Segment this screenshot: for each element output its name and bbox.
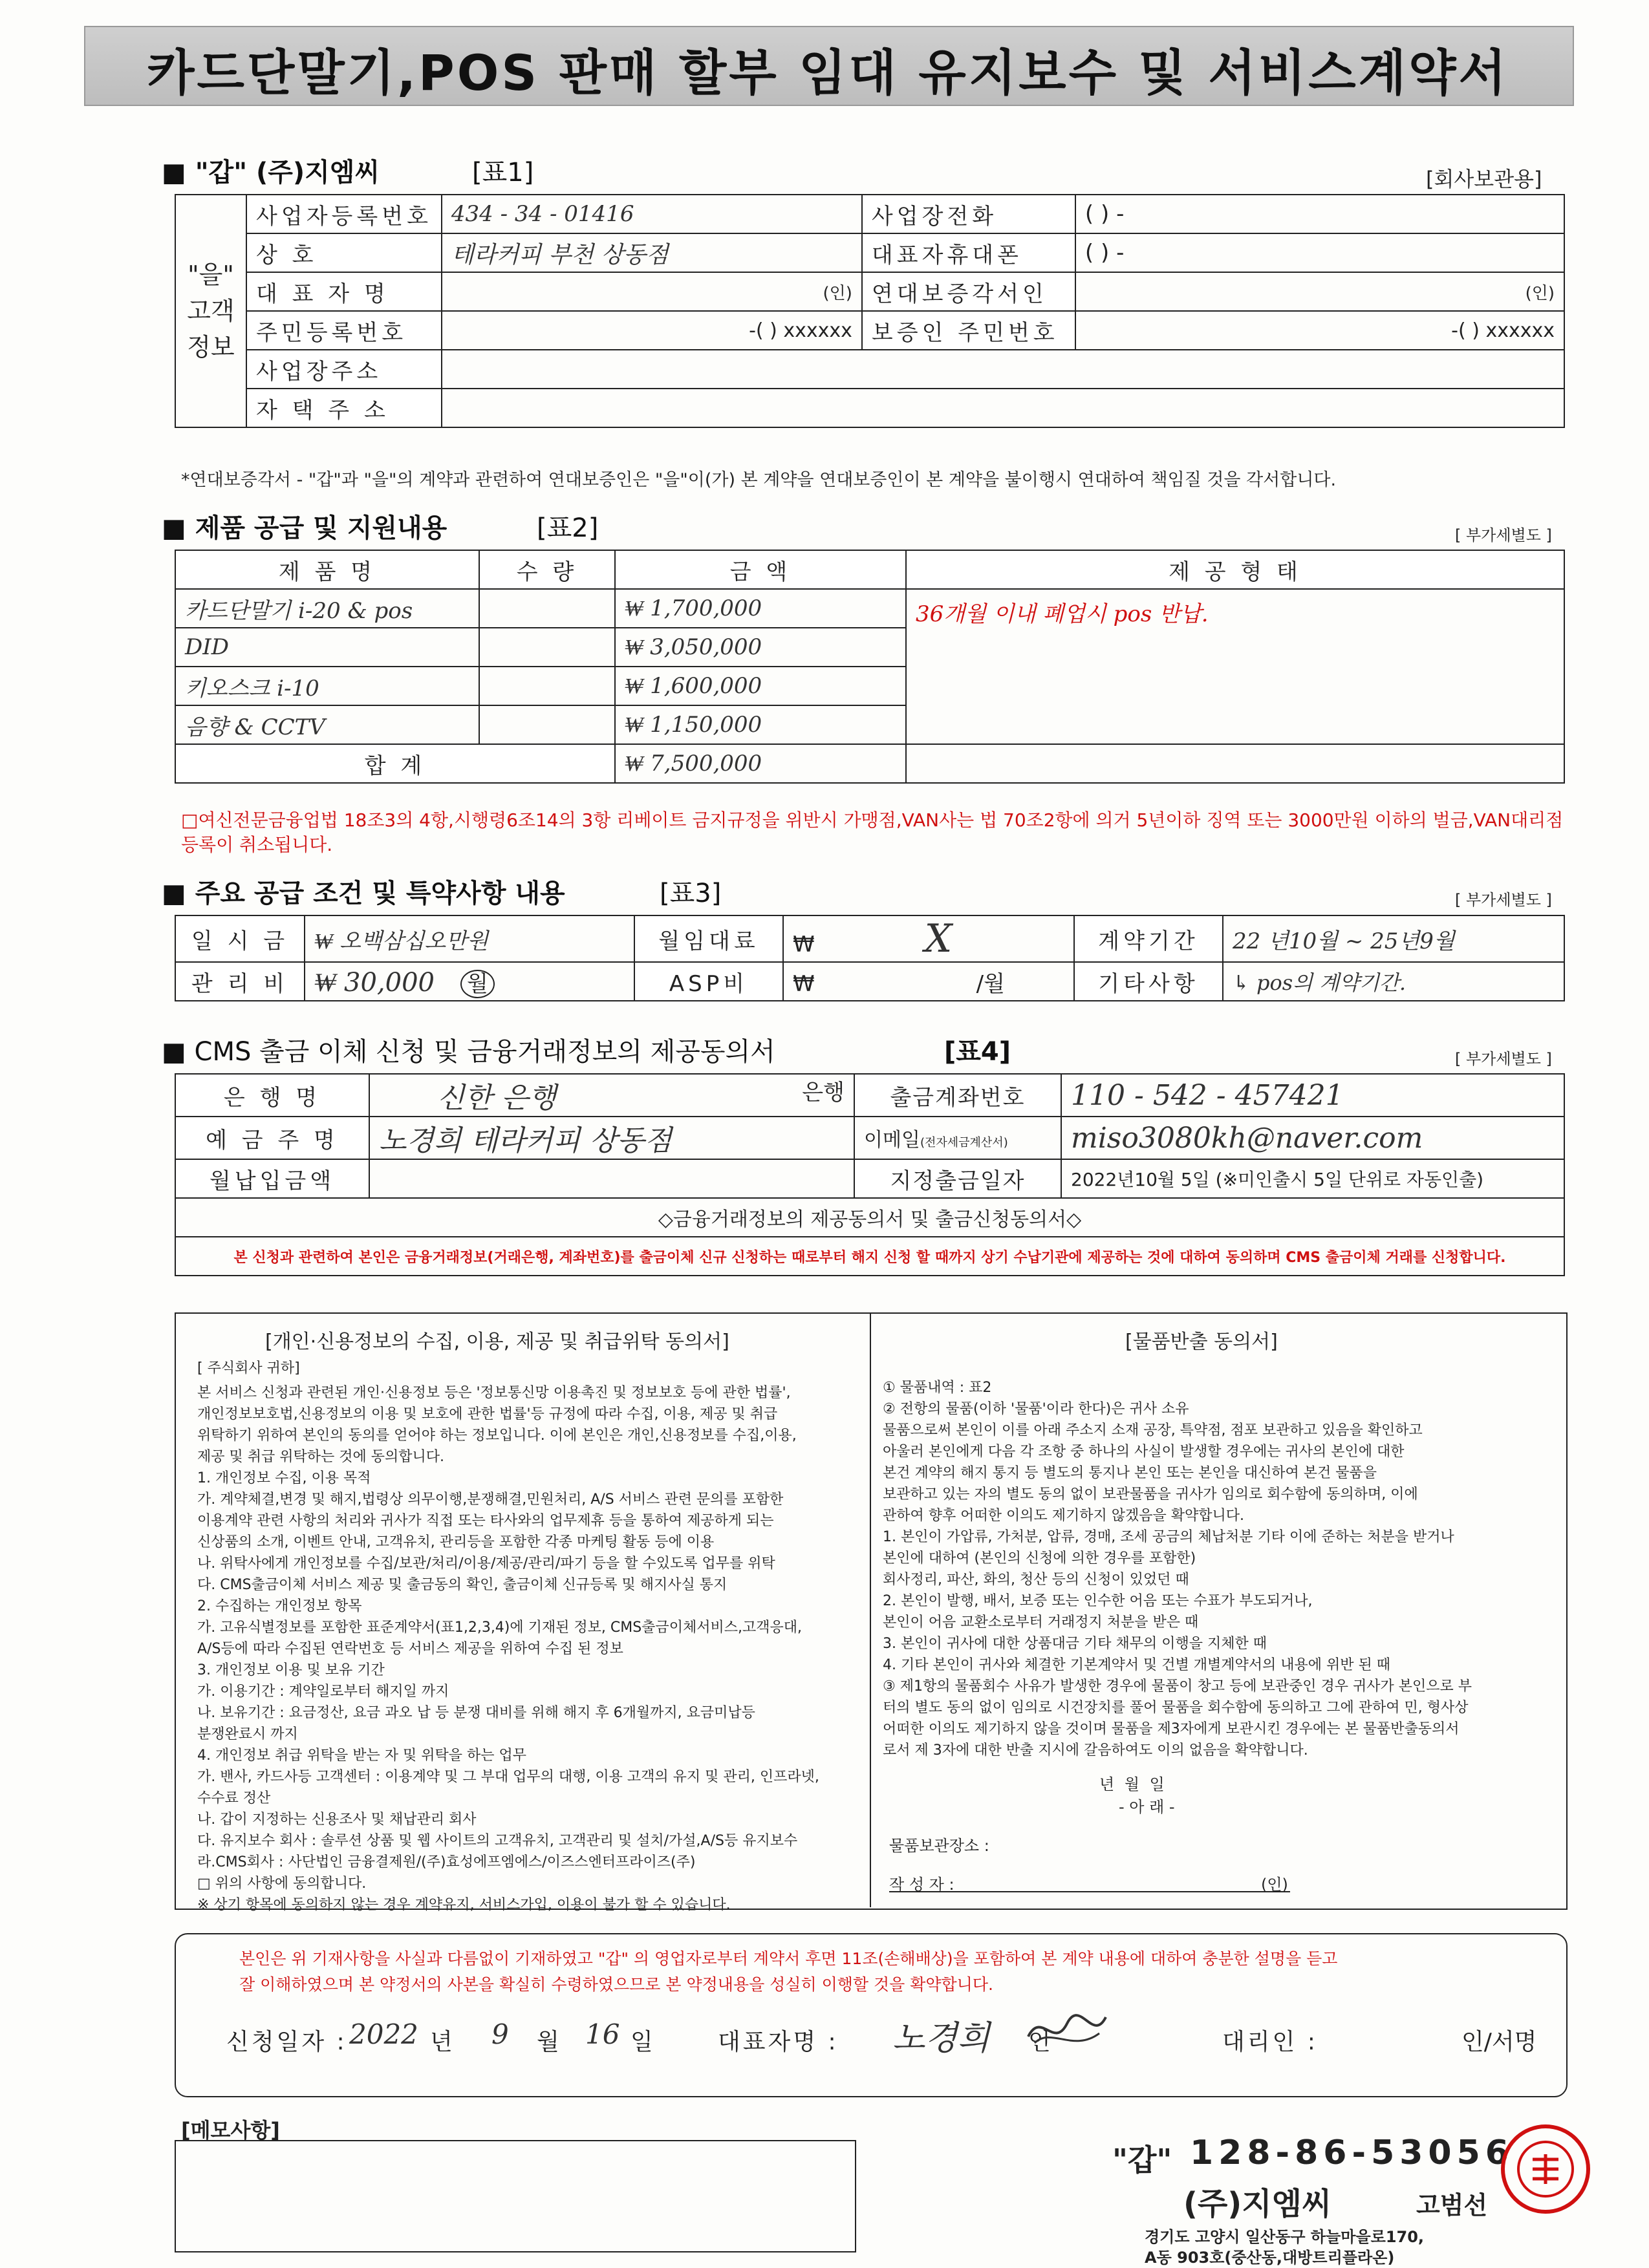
goods-line: 터의 별도 동의 없이 임의로 시건장치를 풀어 물품을 회수함에 동의하고 그에 관하여 민, 형사상	[883, 1700, 1469, 1716]
consent-text: 본 신청과 관련하여 본인은 금융거래정보(거래은행, 계좌번호)를 출금이체 신규 신청하는 때로부터 해지 신청 할 때까지 상기 수납기관에 제공하는 것에 대하여 동의하며 CMS 출금이체 거래를 신청합니다.	[175, 1237, 1564, 1276]
customer-info-table	[175, 194, 1565, 428]
section4-heading: ■ CMS 출금 이체 신청 및 금융거래정보의 제공동의서	[162, 1037, 775, 1067]
home-address-label: 자 택 주 소	[246, 389, 442, 427]
monthly-pay-field[interactable]	[369, 1159, 854, 1198]
sign-day[interactable]: 16	[585, 2018, 620, 2050]
company-addr1: 경기도 고양시 일산동구 하늘마을로170,	[1145, 2228, 1425, 2246]
goods-line: 4. 기타 본인이 귀사와 체결한 기본계약서 및 건별 개별계약서의 내용에 위반 된 때	[883, 1657, 1390, 1673]
mgmt-field[interactable]	[305, 962, 634, 1001]
goods-date-line: 년 월 일	[1099, 1775, 1167, 1793]
goods-line: 로서 제 3자에 대한 반출 지시에 갈음하여도 이의 없음을 확약합니다.	[883, 1742, 1308, 1759]
section1-table-no: [표1]	[472, 158, 534, 187]
bank-label: 은 행 명	[175, 1074, 369, 1117]
goods-line: 3. 본인이 귀사에 대한 상품대금 기타 채무의 이행을 지체한 때	[883, 1636, 1267, 1652]
writer-underline	[889, 1891, 1290, 1892]
storage-label: 물품보관장소 :	[889, 1837, 989, 1855]
section3-vat: [ 부가세별도 ]	[1455, 891, 1552, 909]
goods-title: [물품반출 동의서]	[1125, 1331, 1278, 1353]
sign-date-label: 신청일자 :	[226, 2029, 347, 2055]
asp-currency: ₩	[793, 970, 815, 997]
privacy-line: 나. 갑이 지정하는 신용조사 및 채납관리 회사	[197, 1812, 477, 1828]
col-product: 제 품 명	[175, 550, 479, 589]
product-cell[interactable]: DID	[175, 628, 479, 667]
col-amount: 금 액	[615, 550, 906, 589]
home-address-field[interactable]	[442, 389, 1564, 427]
mgmt-unit: 월	[460, 970, 495, 998]
asp-field[interactable]	[783, 962, 1074, 1001]
company-reg-no: 128-86-53056	[1190, 2134, 1514, 2172]
privacy-line: 가. 밴사, 카드사등 고객센터 : 이용계약 및 그 부대 업무의 대행, 이용 고객의 유지 및 관리, 인프라넷,	[197, 1769, 819, 1785]
amount-cell[interactable]: ₩ 3,050,000	[615, 628, 906, 667]
writer-label: 작 성 자 :	[889, 1876, 954, 1894]
company-name: (주)지엠씨	[1183, 2186, 1332, 2222]
asp-unit: /월	[976, 970, 1005, 997]
privacy-title: [개인·신용정보의 수집, 이용, 제공 및 취급위탁 동의서]	[265, 1331, 729, 1353]
goods-line: 1. 본인이 가압류, 가처분, 압류, 경매, 조세 공금의 체납처분 기타 이에 준하는 처분을 받거나	[883, 1529, 1454, 1545]
section2-heading: ■ 제품 공급 및 지원내용	[162, 513, 447, 543]
amount-cell[interactable]: ₩ 1,600,000	[615, 667, 906, 705]
consent-title: ◇금융거래정보의 제공동의서 및 출금신청동의서◇	[175, 1198, 1564, 1237]
qty-cell[interactable]	[479, 628, 615, 667]
holder-field[interactable]: 노경희 테라커피 상동점	[369, 1117, 854, 1159]
email-label-cell	[854, 1117, 1061, 1159]
privacy-line: 본 서비스 신청과 관련된 개인·신용정보 등은 '정보통신망 이용촉진 및 정보보호 등에 관한 법률',	[197, 1385, 791, 1401]
rep-sign-label: 대표자명 :	[718, 2029, 839, 2055]
amount-cell[interactable]: ₩ 1,700,000	[615, 589, 906, 628]
goods-line: 회사정리, 파산, 화의, 청산 등의 신청이 있었던 때	[883, 1572, 1189, 1588]
email-field[interactable]: miso3080kh@naver.com	[1061, 1117, 1564, 1159]
guarantor-field[interactable]	[1075, 272, 1564, 311]
privacy-line: □ 위의 사항에 동의합니다.	[197, 1876, 367, 1892]
goods-line: ② 전항의 물품(이하 '물품'이라 한다)은 귀사 소유	[883, 1401, 1189, 1417]
address-label: 사업장주소	[246, 350, 442, 389]
rep-mobile-label: 대표자휴대폰	[862, 233, 1075, 272]
document-title: 카드단말기,POS 판매 할부 임대 유지보수 및 서비스계약서	[147, 44, 1509, 102]
asp-label: ASP비	[634, 962, 783, 1001]
mgmt-label: 관 리 비	[175, 962, 305, 1001]
lump-label: 일 시 금	[175, 915, 305, 962]
privacy-line: ※ 상기 항목에 동의하지 않는 경우 계약유지, 서비스가입, 이용이 불가 할 수 있습니다.	[197, 1897, 731, 1913]
guarantor-label: 연대보증각서인	[862, 272, 1075, 311]
cms-table	[175, 1073, 1565, 1276]
section3-heading: ■ 주요 공급 조건 및 특약사항 내용	[162, 879, 565, 908]
section2-table-no: [표2]	[537, 513, 599, 543]
rep-name-label: 대 표 자 명	[246, 272, 442, 311]
monthly-rent-field[interactable]	[783, 915, 1074, 962]
business-no-field[interactable]: 434 - 34 - 01416	[442, 195, 862, 233]
privacy-line: 제공 및 취급 위탁하는 것에 동의합니다.	[197, 1449, 444, 1465]
privacy-line: 라.CMS회사 : 사단법인 금융결제원/(주)효성에프엠에스/이즈스엔터프라이즈(주)	[197, 1854, 696, 1870]
shop-phone-label: 사업장전화	[862, 195, 1075, 233]
form-cell[interactable]: 36개월 이내 폐업시 pos 반납.	[906, 589, 1564, 744]
company-addr2: A동 903호(중산동,대방트리플라온)	[1145, 2249, 1395, 2267]
memo-box[interactable]	[175, 2140, 856, 2252]
privacy-line: 다. CMS출금이체 서비스 제공 및 출금동의 확인, 출금이체 신규등록 및 해지사실 통지	[197, 1577, 727, 1593]
period-label: 계약기간	[1074, 915, 1223, 962]
section3-table-no: [표3]	[660, 879, 722, 908]
goods-line: 아울러 본인에게 다음 각 조항 중 하나의 사실이 발생할 경우에는 귀사의 본인에 대한	[883, 1444, 1405, 1460]
privacy-line: 개인정보보호법,신용정보의 이용 및 보호에 관한 법률'등 규정에 따라 수집, 이용, 제공 및 취급	[197, 1406, 778, 1422]
goods-line: 본인에 대하여 (본인의 신청에 의한 경우를 포함한)	[883, 1550, 1196, 1567]
guarantee-note: *연대보증각서 - "갑"과 "을"의 계약과 관련하여 연대보증인은 "을"이(가) 본 계약을 연대보증인이 본 계약을 불이행시 연대하여 책임질 것을 각서합니다.	[181, 470, 1337, 490]
period-field[interactable]: 22 년10월 ~ 25년9월	[1223, 915, 1564, 962]
signature-scribble	[1022, 2004, 1112, 2056]
company-field[interactable]: 테라커피 부천 상동점	[442, 233, 862, 272]
rep-seal-mark: (인)	[823, 283, 852, 303]
bank-name: 신한 은행	[437, 1082, 557, 1115]
rent-x-mark: X	[924, 916, 953, 961]
rep-mobile-field[interactable]: ( ) -	[1075, 233, 1564, 272]
product-table	[175, 550, 1565, 784]
withdraw-date-field[interactable]: 2022년10월 5일 (※미인출시 5일 단위로 자동인출)	[1061, 1159, 1564, 1198]
resident-no-field[interactable]: -( ) xxxxxx	[442, 311, 862, 350]
bank-field[interactable]	[369, 1074, 854, 1117]
privacy-line: 3. 개인정보 이용 및 보유 기간	[197, 1662, 385, 1678]
rep-sign-name[interactable]: 노경희	[892, 2019, 990, 2058]
sign-year[interactable]: 2022	[349, 2018, 418, 2050]
confirm-line1: 본인은 위 기재사항을 사실과 다름없이 기재하였고 "갑" 의 영업자로부터 계약서 후면 11조(손해배상)을 포함하여 본 계약 내용에 대하여 충분한 설명을 듣고	[239, 1949, 1338, 1968]
goods-line: 보관하고 있는 자의 별도 동의 없이 보관물품을 귀사가 임의로 회수함에 동의하며, 이에	[883, 1486, 1418, 1503]
privacy-line: A/S등에 따라 수집된 연락번호 등 서비스 제공을 위하여 수집 된 정보	[197, 1641, 623, 1657]
copy-label: [회사보관용]	[1426, 167, 1542, 191]
monthly-pay-label: 월납입금액	[175, 1159, 369, 1198]
product-cell[interactable]: 키오스크 i-10	[175, 667, 479, 705]
monthly-rent-label: 월임대료	[634, 915, 783, 962]
privacy-line: 가. 고유식별정보를 포함한 표준계약서(표1,2,3,4)에 기재된 정보, CMS출금이체서비스,고객응대,	[197, 1620, 802, 1636]
business-no-label: 사업자등록번호	[246, 195, 442, 233]
privacy-line: 가. 계약체결,변경 및 해지,법령상 의무이행,분쟁해결,민원처리, A/S 서비스 관련 문의를 포함한	[197, 1492, 784, 1508]
goods-line: ① 물품내역 : 표2	[883, 1380, 992, 1396]
goods-line: 어떠한 이의도 제기하지 않을 것이며 물품을 제3자에게 보관시킨 경우에는 본 물품반출동의서	[883, 1721, 1460, 1737]
memo-label: [메모사항]	[181, 2118, 280, 2143]
goods-line: 관하여 향후 어떠한 이의도 제기하지 않겠음을 확약합니다.	[883, 1508, 1245, 1524]
email-label: 이메일	[864, 1129, 920, 1151]
terms-table	[175, 915, 1565, 1001]
qty-cell[interactable]	[479, 589, 615, 628]
total-form-cell	[906, 744, 1564, 783]
privacy-line: 나. 보유기간 : 요금정산, 요금 과오 납 등 분쟁 대비를 위해 해지 후 6개월까지, 요금미납등	[197, 1705, 755, 1721]
lump-field[interactable]: ₩ 오백삼십오만원	[305, 915, 634, 962]
privacy-line: 다. 유지보수 회사 : 솔루션 상품 및 웹 사이트의 고객유치, 고객관리 및 설치/가설,A/S등 유지보수	[197, 1833, 798, 1849]
withdraw-date-label: 지정출금일자	[854, 1159, 1061, 1198]
privacy-line: 나. 위탁사에게 개인정보를 수집/보관/처리/이용/제공/관리/파기 등을 할 수있도록 업무를 위탁	[197, 1556, 775, 1572]
agent-label: 대리인 :	[1222, 2029, 1318, 2055]
company-ceo: 고범선	[1416, 2191, 1488, 2220]
qty-cell[interactable]	[479, 705, 615, 744]
holder-label: 예 금 주 명	[175, 1117, 369, 1159]
privacy-line: 2. 수집하는 개인정보 항목	[197, 1598, 362, 1614]
address-field[interactable]	[442, 350, 1564, 389]
writer-seal: (인)	[1261, 1876, 1288, 1894]
company-seal-stamp	[1497, 2121, 1594, 2218]
section4-vat: [ 부가세별도 ]	[1455, 1050, 1552, 1068]
sign-day-unit: 일	[630, 2029, 653, 2055]
rep-seal: 인	[1028, 2029, 1051, 2055]
goods-line: 본건 계약의 해지 통지 등 별도의 통지나 본인 또는 본인을 대신하여 본건 물품을	[883, 1465, 1377, 1481]
goods-line: 2. 본인이 발행, 배서, 보증 또는 인수한 어음 또는 수표가 부도되거나,	[883, 1593, 1313, 1609]
product-cell[interactable]: 카드단말기 i-20 & pos	[175, 589, 479, 628]
other-label: 기타사항	[1074, 962, 1223, 1001]
sign-month[interactable]: 9	[491, 2018, 509, 2050]
rep-name-field[interactable]	[442, 272, 862, 311]
section1-heading: ■ "갑" (주)지엠씨	[162, 158, 380, 187]
customer-side-label: "을" 고객정보	[175, 195, 246, 427]
privacy-line: 4. 개인정보 취급 위탁을 받는 자 및 위탁을 하는 업무	[197, 1748, 526, 1764]
rebate-warning: □여신전문금융업법 18조3의 4항,시행령6조14의 3항 리베이트 금지규정을 위반시 가맹점,VAN사는 법 70조2항에 의거 5년이하 징역 또는 3000만원 이하의 벌금,VAN대리점 등록이 취소됩니다.	[181, 809, 1564, 855]
product-cell[interactable]: 음향 & CCTV	[175, 705, 479, 744]
privacy-to-line: [ 주식회사 귀하]	[197, 1360, 300, 1376]
resident-no-label: 주민등록번호	[246, 311, 442, 350]
gap-label: "갑"	[1112, 2143, 1172, 2177]
account-field[interactable]: 110 - 542 - 457421	[1061, 1074, 1564, 1117]
privacy-line: 위탁하기 위하여 본인의 동의를 얻어야 하는 정보입니다. 이에 본인은 개인,신용정보를 수집,이용,	[197, 1428, 797, 1444]
privacy-line: 수수료 정산	[197, 1790, 271, 1806]
guarantor-seal-mark: (인)	[1525, 283, 1555, 303]
other-field[interactable]: ↳ pos의 계약기간.	[1223, 962, 1564, 1001]
privacy-line: 1. 개인정보 수집, 이용 목적	[197, 1470, 371, 1486]
section4-table-no: [표4]	[944, 1037, 1011, 1067]
consent-divider	[870, 1312, 871, 1907]
goods-line: ③ 제1항의 물품회수 사유가 발생한 경우에 물품이 창고 등에 보관중인 경우 귀사가 본인으로 부	[883, 1678, 1472, 1695]
bank-suffix: 은행	[802, 1080, 845, 1106]
guarantor-id-label: 보증인 주민번호	[862, 311, 1075, 350]
privacy-body	[197, 1382, 857, 1916]
agent-seal: 인/서명	[1461, 2029, 1537, 2055]
guarantor-id-field[interactable]: -( ) xxxxxx	[1075, 311, 1564, 350]
goods-line: 물품으로써 본인이 이를 아래 주소지 소재 공장, 특약점, 점포 보관하고 있음을 확인하고	[883, 1422, 1423, 1439]
email-sub-label: (전자세금계산서)	[920, 1136, 1008, 1150]
sign-month-unit: 월	[537, 2029, 559, 2055]
privacy-line: 신상품의 소개, 이벤트 안내, 고객유치, 관리등을 포함한 각종 마케팅 활동 등에 이용	[197, 1534, 715, 1550]
mgmt-amount: ₩ 30,000	[314, 967, 435, 998]
amount-cell[interactable]: ₩ 1,150,000	[615, 705, 906, 744]
sign-year-unit: 년	[430, 2029, 453, 2055]
privacy-line: 이용계약 관련 사항의 처리와 귀사가 직접 또는 타사와의 업무제휴 등을 통하여 제공하게 되는	[197, 1513, 774, 1529]
company-label: 상 호	[246, 233, 442, 272]
goods-body	[883, 1377, 1555, 1761]
privacy-line: 분쟁완료시 까지	[197, 1726, 298, 1742]
goods-below: - 아 래 -	[1119, 1798, 1175, 1816]
privacy-line: 가. 이용기간 : 계약일로부터 해지일 까지	[197, 1684, 449, 1700]
qty-cell[interactable]	[479, 667, 615, 705]
goods-line: 본인이 어음 교환소로부터 거래정지 처분을 받은 때	[883, 1614, 1199, 1631]
col-qty: 수 량	[479, 550, 615, 589]
monthly-rent-currency: ₩	[793, 932, 815, 957]
section2-vat: [ 부가세별도 ]	[1455, 526, 1552, 544]
account-label: 출금계좌번호	[854, 1074, 1061, 1117]
col-form: 제 공 형 태	[906, 550, 1564, 589]
shop-phone-field[interactable]: ( ) -	[1075, 195, 1564, 233]
total-amount[interactable]: ₩ 7,500,000	[615, 744, 906, 783]
confirm-line2: 잘 이해하였으며 본 약정서의 사본을 확실히 수령하였으므로 본 약정내용을 성실히 이행할 것을 확약합니다.	[239, 1975, 993, 1994]
total-label: 합 계	[175, 744, 615, 783]
